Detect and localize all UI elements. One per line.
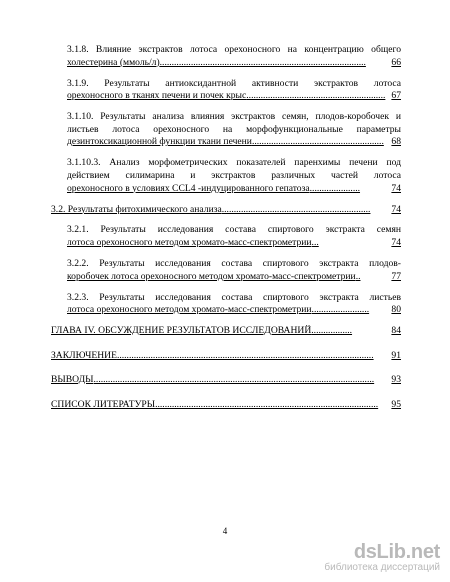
toc-entry-text: дезинтоксикационной функции ткани печени — [67, 136, 252, 148]
toc-page-number: 91 — [391, 349, 401, 361]
toc-dot-leader: ............................................................................................. — [155, 399, 379, 410]
toc-dot-leader: ..................................................................................................................... — [93, 374, 375, 386]
toc-entry-text: 3.2. Результаты фитохимического анализа — [51, 203, 222, 215]
toc-page-number: 95 — [391, 399, 401, 410]
toc-entry-text: лотоса орехоносного методом хромато-масс-спектрометрии — [67, 237, 312, 249]
toc-dot-leader: .............................................................. — [221, 203, 371, 215]
toc-entry-last-line — [51, 204, 401, 217]
toc-entry-text: 3.1.9. Результаты антиоксидантной активности экстрактов лотоса — [67, 77, 401, 89]
toc-entry-last-line — [67, 237, 401, 250]
toc-entry-text: коробочек лотоса орехоносного методом хромато-масс-спектрометрии — [67, 270, 356, 282]
toc-entry-last-line — [67, 90, 401, 103]
table-of-contents — [51, 44, 401, 420]
toc-dot-leader: ..................... — [309, 182, 361, 194]
toc-entry-text: лотоса орехоносного методом хромато-масс-спектрометрии — [67, 304, 312, 316]
toc-page-number: 66 — [391, 56, 401, 68]
toc-entry-last-line — [67, 304, 401, 317]
toc-entry-conclusions[interactable] — [51, 374, 401, 387]
toc-page-number: 80 — [391, 304, 401, 316]
toc-entry-last-line — [51, 399, 401, 412]
toc-page-number: 67 — [391, 90, 401, 102]
toc-entry-text: 3.2.3. Результаты исследования состава спиртового экстракта листьев — [67, 291, 401, 303]
toc-entry-last-line — [67, 57, 401, 70]
toc-entry-3-1-10[interactable] — [51, 111, 401, 149]
toc-dot-leader: ........................ — [311, 304, 370, 316]
toc-dot-leader: ... — [311, 237, 319, 249]
toc-entry-3-1-8[interactable] — [51, 44, 401, 69]
toc-entry-text: 3.1.10. Результаты анализа влияния экстрактов семян, плодов-коробочек и — [67, 111, 401, 123]
page-number: 4 — [222, 526, 228, 536]
toc-entry-text: СПИСОК ЛИТЕРАТУРЫ — [51, 399, 156, 410]
toc-entry-last-line — [67, 183, 401, 196]
toc-entry-text: ВЫВОДЫ — [51, 374, 94, 386]
toc-entry-chapter-4[interactable] — [51, 325, 401, 338]
toc-entry-last-line — [51, 350, 401, 363]
toc-page-number: 77 — [391, 270, 401, 282]
watermark-logo: dsLib.net — [353, 541, 440, 563]
toc-dot-leader: ........................................................................................................... — [116, 349, 374, 361]
toc-page-number: 74 — [391, 182, 401, 194]
toc-entry-text: 3.2.1. Результаты исследования состава спиртового экстракта семян — [67, 224, 401, 236]
toc-entry-3-2-2[interactable] — [51, 258, 401, 283]
toc-entry-3-2[interactable] — [51, 204, 401, 217]
toc-entry-3-1-9[interactable] — [51, 78, 401, 103]
toc-entry-text: действием силимарина и экстрактов различных частей лотоса — [67, 169, 401, 181]
toc-page-number: 74 — [391, 237, 401, 249]
toc-entry-text: 3.1.10.3. Анализ морфометрических показателей паренхимы печени под — [67, 157, 401, 169]
toc-dot-leader: ...................................................................................... — [159, 56, 366, 68]
toc-dot-leader: .......................................................... — [246, 90, 386, 102]
toc-entry-last-line — [51, 374, 401, 387]
toc-entry-text: листьев лотоса орехоносного на морфофункциональные параметры — [67, 123, 401, 135]
toc-dot-leader: .. — [355, 270, 361, 282]
toc-entry-text: холестерина (ммоль/л) — [67, 56, 160, 68]
toc-entry-text: 3.1.8. Влияние экстрактов лотоса орехоносного на концентрацию общего — [67, 44, 401, 55]
toc-entry-last-line — [51, 325, 401, 338]
toc-entry-text: орехоносного в тканях печени и почек крыс — [67, 90, 247, 102]
watermark — [324, 542, 440, 574]
toc-entry-last-line — [67, 271, 401, 284]
toc-entry-text: орехоносного в условиях CCL4 -индуцированного гепатоза — [67, 182, 310, 194]
toc-entry-text: 3.2.2. Результаты исследования состава спиртового экстракта плодов- — [67, 258, 401, 270]
toc-page-number: 84 — [391, 325, 401, 337]
toc-page-number: 74 — [391, 203, 401, 215]
toc-entry-conclusion[interactable] — [51, 350, 401, 363]
toc-entry-references[interactable] — [51, 399, 401, 412]
toc-entry-text: ЗАКЛЮЧЕНИЕ — [51, 349, 117, 361]
toc-dot-leader: ................. — [311, 325, 353, 337]
watermark-subtitle: библиотека диссертаций — [324, 562, 440, 573]
toc-page-number: 93 — [391, 374, 401, 386]
toc-entry-text: ГЛАВА IV. ОБСУЖДЕНИЕ РЕЗУЛЬТАТОВ ИССЛЕДОВАНИЙ — [51, 325, 312, 337]
toc-entry-3-2-3[interactable] — [51, 292, 401, 317]
toc-page-number: 68 — [391, 136, 401, 148]
toc-entry-last-line — [67, 136, 401, 149]
toc-dot-leader: ....................................................... — [251, 136, 384, 148]
toc-entry-3-1-10-3[interactable] — [51, 157, 401, 195]
toc-entry-3-2-1[interactable] — [51, 224, 401, 249]
